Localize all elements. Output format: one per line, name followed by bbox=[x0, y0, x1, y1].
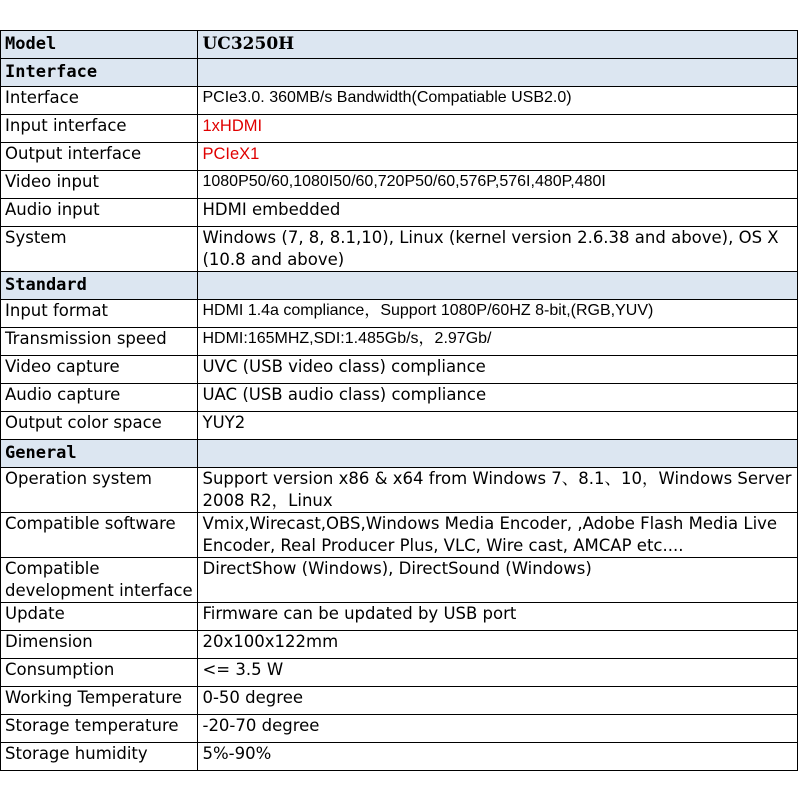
spec-row-system bbox=[1, 227, 798, 272]
spec-row-output-interface bbox=[1, 143, 798, 171]
spec-label: Video capture bbox=[1, 356, 198, 384]
spec-value: HDMI:165MHZ,SDI:1.485Gb/s，2.97Gb/ bbox=[198, 328, 798, 356]
spec-label: Storage humidity bbox=[1, 743, 198, 771]
spec-label: Storage temperature bbox=[1, 715, 198, 743]
spec-label: Output color space bbox=[1, 412, 198, 440]
spec-value: PCIeX1 bbox=[198, 143, 798, 171]
section-title: General bbox=[1, 440, 198, 468]
spec-value: 0-50 degree bbox=[198, 687, 798, 715]
spec-row-video-input bbox=[1, 171, 798, 199]
spec-row-consumption bbox=[1, 659, 798, 687]
spec-label: Update bbox=[1, 603, 198, 631]
section-header-general bbox=[1, 440, 798, 468]
section-header-interface bbox=[1, 59, 798, 87]
spec-value: Support version x86 & x64 from Windows 7、8.1、10，Windows Server 2008 R2，Linux bbox=[198, 468, 798, 513]
spec-row-storage-temperature bbox=[1, 715, 798, 743]
spec-row-working-temperature bbox=[1, 687, 798, 715]
spec-label: Input interface bbox=[1, 115, 198, 143]
spec-label: Input format bbox=[1, 300, 198, 328]
spec-row-audio-input bbox=[1, 199, 798, 227]
section-header-standard bbox=[1, 272, 798, 300]
spec-row-output-color-space bbox=[1, 412, 798, 440]
spec-row-transmission-speed bbox=[1, 328, 798, 356]
spec-value: HDMI 1.4a compliance，Support 1080P/60HZ 8-bit,(RGB,YUV) bbox=[198, 300, 798, 328]
model-row bbox=[1, 31, 798, 59]
spec-label: Working Temperature bbox=[1, 687, 198, 715]
spec-row-audio-capture bbox=[1, 384, 798, 412]
spec-row-interface bbox=[1, 87, 798, 115]
section-empty-cell bbox=[198, 59, 798, 87]
spec-row-dimension bbox=[1, 631, 798, 659]
spec-label: Interface bbox=[1, 87, 198, 115]
section-empty-cell bbox=[198, 440, 798, 468]
spec-label: Compatible software bbox=[1, 513, 198, 558]
spec-value: YUY2 bbox=[198, 412, 798, 440]
spec-value: HDMI embedded bbox=[198, 199, 798, 227]
spec-row-storage-humidity bbox=[1, 743, 798, 771]
spec-row-update bbox=[1, 603, 798, 631]
spec-label: Consumption bbox=[1, 659, 198, 687]
spec-label: Compatible development interface bbox=[1, 558, 198, 603]
spec-table bbox=[0, 30, 798, 771]
spec-row-operation-system bbox=[1, 468, 798, 513]
model-label: Model bbox=[1, 31, 198, 59]
spec-row-input-format bbox=[1, 300, 798, 328]
spec-value: UAC (USB audio class) compliance bbox=[198, 384, 798, 412]
spec-value: 20x100x122mm bbox=[198, 631, 798, 659]
spec-label: Audio input bbox=[1, 199, 198, 227]
spec-label: Video input bbox=[1, 171, 198, 199]
spec-value: PCIe3.0. 360MB/s Bandwidth(Compatiable USB2.0) bbox=[198, 87, 798, 115]
spec-value: 1080P50/60,1080I50/60,720P50/60,576P,576I,480P,480I bbox=[198, 171, 798, 199]
spec-label: Dimension bbox=[1, 631, 198, 659]
section-empty-cell bbox=[198, 272, 798, 300]
spec-value: Windows (7, 8, 8.1,10), Linux (kernel version 2.6.38 and above), OS X (10.8 and above) bbox=[198, 227, 798, 272]
spec-value: -20-70 degree bbox=[198, 715, 798, 743]
spec-value: 1xHDMI bbox=[198, 115, 798, 143]
spec-value: DirectShow (Windows), DirectSound (Windows) bbox=[198, 558, 798, 603]
spec-label: Transmission speed bbox=[1, 328, 198, 356]
spec-value: 5%-90% bbox=[198, 743, 798, 771]
spec-label: System bbox=[1, 227, 198, 272]
model-value: UC3250H bbox=[198, 31, 798, 59]
section-title: Interface bbox=[1, 59, 198, 87]
section-title: Standard bbox=[1, 272, 198, 300]
spec-value: Vmix,Wirecast,OBS,Windows Media Encoder, ,Adobe Flash Media Live Encoder, Real Producer Plus, VLC, Wire cast, AMCAP etc.... bbox=[198, 513, 798, 558]
spec-row-dev-interface bbox=[1, 558, 798, 603]
spec-row-video-capture bbox=[1, 356, 798, 384]
spec-value: Firmware can be updated by USB port bbox=[198, 603, 798, 631]
spec-row-compatible-software bbox=[1, 513, 798, 558]
spec-label: Audio capture bbox=[1, 384, 198, 412]
spec-label: Output interface bbox=[1, 143, 198, 171]
spec-value: <= 3.5 W bbox=[198, 659, 798, 687]
spec-row-input-interface bbox=[1, 115, 798, 143]
spec-value: UVC (USB video class) compliance bbox=[198, 356, 798, 384]
spec-label: Operation system bbox=[1, 468, 198, 513]
